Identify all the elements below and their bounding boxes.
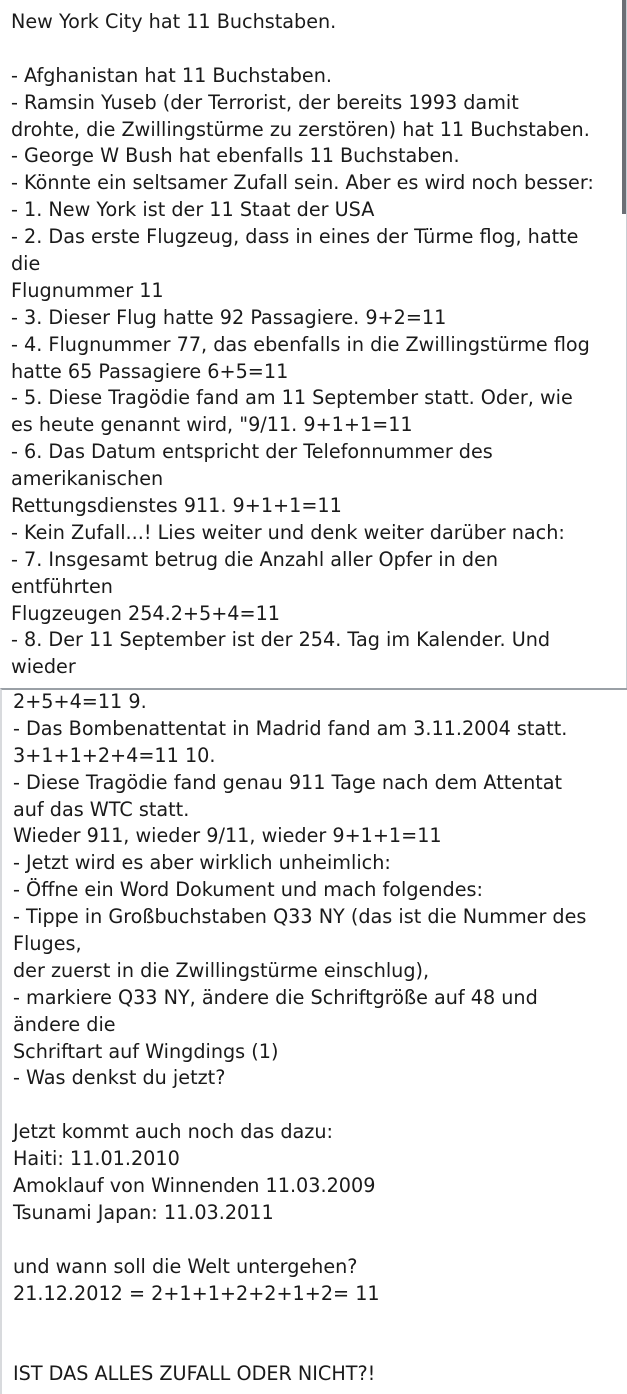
lower-text-line: und wann soll die Welt untergehen? <box>13 1254 358 1278</box>
lower-text-line: der zuerst in die Zwillingstürme einschlug), <box>13 958 430 982</box>
upper-text-line: - 3. Dieser Flug hatte 92 Passagiere. 9+2=11 <box>11 305 447 329</box>
upper-text-line: drohte, die Zwillingstürme zu zerstören) hat 11 Buchstaben. <box>11 117 590 141</box>
upper-text-line: New York City hat 11 Buchstaben. <box>11 10 337 33</box>
upper-text-line: - 1. New York ist der 11 Staat der USA <box>11 198 375 222</box>
upper-text-line: - George W Bush hat ebenfalls 11 Buchstaben. <box>11 144 460 168</box>
upper-text-line: - Könnte ein seltsamer Zufall sein. Aber es wird noch besser: <box>11 171 594 195</box>
lower-text-line: ändere die <box>13 1012 116 1036</box>
upper-text-line: Flugzeugen 254.2+5+4=11 <box>11 601 280 625</box>
lower-text-line: Haiti: 11.01.2010 <box>13 1147 180 1171</box>
lower-text-line <box>13 1307 617 1334</box>
lower-text-line: - Öffne ein Word Dokument und mach folgendes: <box>13 878 483 902</box>
upper-text-line: - 5. Diese Tragödie fand am 11 September statt. Oder, wie <box>11 386 573 410</box>
lower-text-body <box>13 689 617 1388</box>
upper-text-line: es heute genannt wird, "9/11. 9+1+1=11 <box>11 413 413 437</box>
lower-text-line: - markiere Q33 NY, ändere die Schriftgröße auf 48 und <box>13 985 538 1009</box>
lower-text-line <box>13 1334 617 1361</box>
upper-text-line: - 7. Insgesamt betrug die Anzahl aller Opfer in den <box>11 547 499 571</box>
upper-text-line: wieder <box>11 655 76 679</box>
lower-text-panel <box>0 688 627 1394</box>
upper-text-line: - 6. Das Datum entspricht der Telefonnummer des <box>11 440 493 464</box>
lower-text-line: Amoklauf von Winnenden 11.03.2009 <box>13 1174 376 1198</box>
upper-text-line: die <box>11 252 41 276</box>
upper-text-line: hatte 65 Passagiere 6+5=11 <box>11 359 289 383</box>
lower-text-line: Tsunami Japan: 11.03.2011 <box>13 1200 274 1224</box>
lower-text-line: Jetzt kommt auch noch das dazu: <box>13 1120 333 1144</box>
lower-text-line: Fluges, <box>13 932 82 956</box>
upper-text-line: - Afghanistan hat 11 Buchstaben. <box>11 63 332 87</box>
upper-text-line: - 4. Flugnummer 77, das ebenfalls in die Zwillingstürme flog <box>11 332 590 356</box>
lower-text-line: - Jetzt wird es aber wirklich unheimlich: <box>13 851 391 875</box>
lower-text-line: 21.12.2012 = 2+1+1+2+2+1+2= 11 <box>13 1281 380 1305</box>
lower-text-line: - Das Bombenattentat in Madrid fand am 3.11.2004 statt. <box>13 716 568 740</box>
lower-text-line: Wieder 911, wieder 9/11, wieder 9+1+1=11 <box>13 824 442 848</box>
upper-text-line: amerikanischen <box>11 467 164 491</box>
upper-text-line: entführten <box>11 574 113 598</box>
upper-text-line: Rettungsdienstes 911. 9+1+1=11 <box>11 494 342 518</box>
lower-text-line: - Tippe in Großbuchstaben Q33 NY (das ist die Nummer des <box>13 905 587 929</box>
upper-text-line: - Kein Zufall...! Lies weiter und denk weiter darüber nach: <box>11 520 565 544</box>
lower-text-line: 2+5+4=11 9. <box>13 690 147 713</box>
scrollbar-thumb[interactable] <box>622 0 626 214</box>
lower-text-line: - Was denkst du jetzt? <box>13 1066 226 1090</box>
lower-text-line: 3+1+1+2+4=11 10. <box>13 743 216 767</box>
upper-text-line: Flugnummer 11 <box>11 278 164 302</box>
lower-text-line <box>13 1227 617 1254</box>
lower-text-line: - Diese Tragödie fand genau 911 Tage nach dem Attentat <box>13 770 563 794</box>
upper-text-panel <box>0 0 627 688</box>
upper-text-line: - 2. Das erste Flugzeug, dass in eines der Türme flog, hatte <box>11 225 579 249</box>
lower-text-line <box>13 1092 617 1119</box>
upper-text-line: - 8. Der 11 September ist der 254. Tag im Kalender. Und <box>11 628 551 652</box>
upper-text-line: - Ramsin Yuseb (der Terrorist, der bereits 1993 damit <box>11 90 519 114</box>
lower-text-line: auf das WTC statt. <box>13 797 190 821</box>
upper-text-line <box>11 36 611 63</box>
lower-text-line: Schriftart auf Wingdings (1) <box>13 1039 279 1063</box>
lower-text-line: IST DAS ALLES ZUFALL ODER NICHT?! <box>13 1362 376 1386</box>
upper-text-body <box>11 9 611 681</box>
